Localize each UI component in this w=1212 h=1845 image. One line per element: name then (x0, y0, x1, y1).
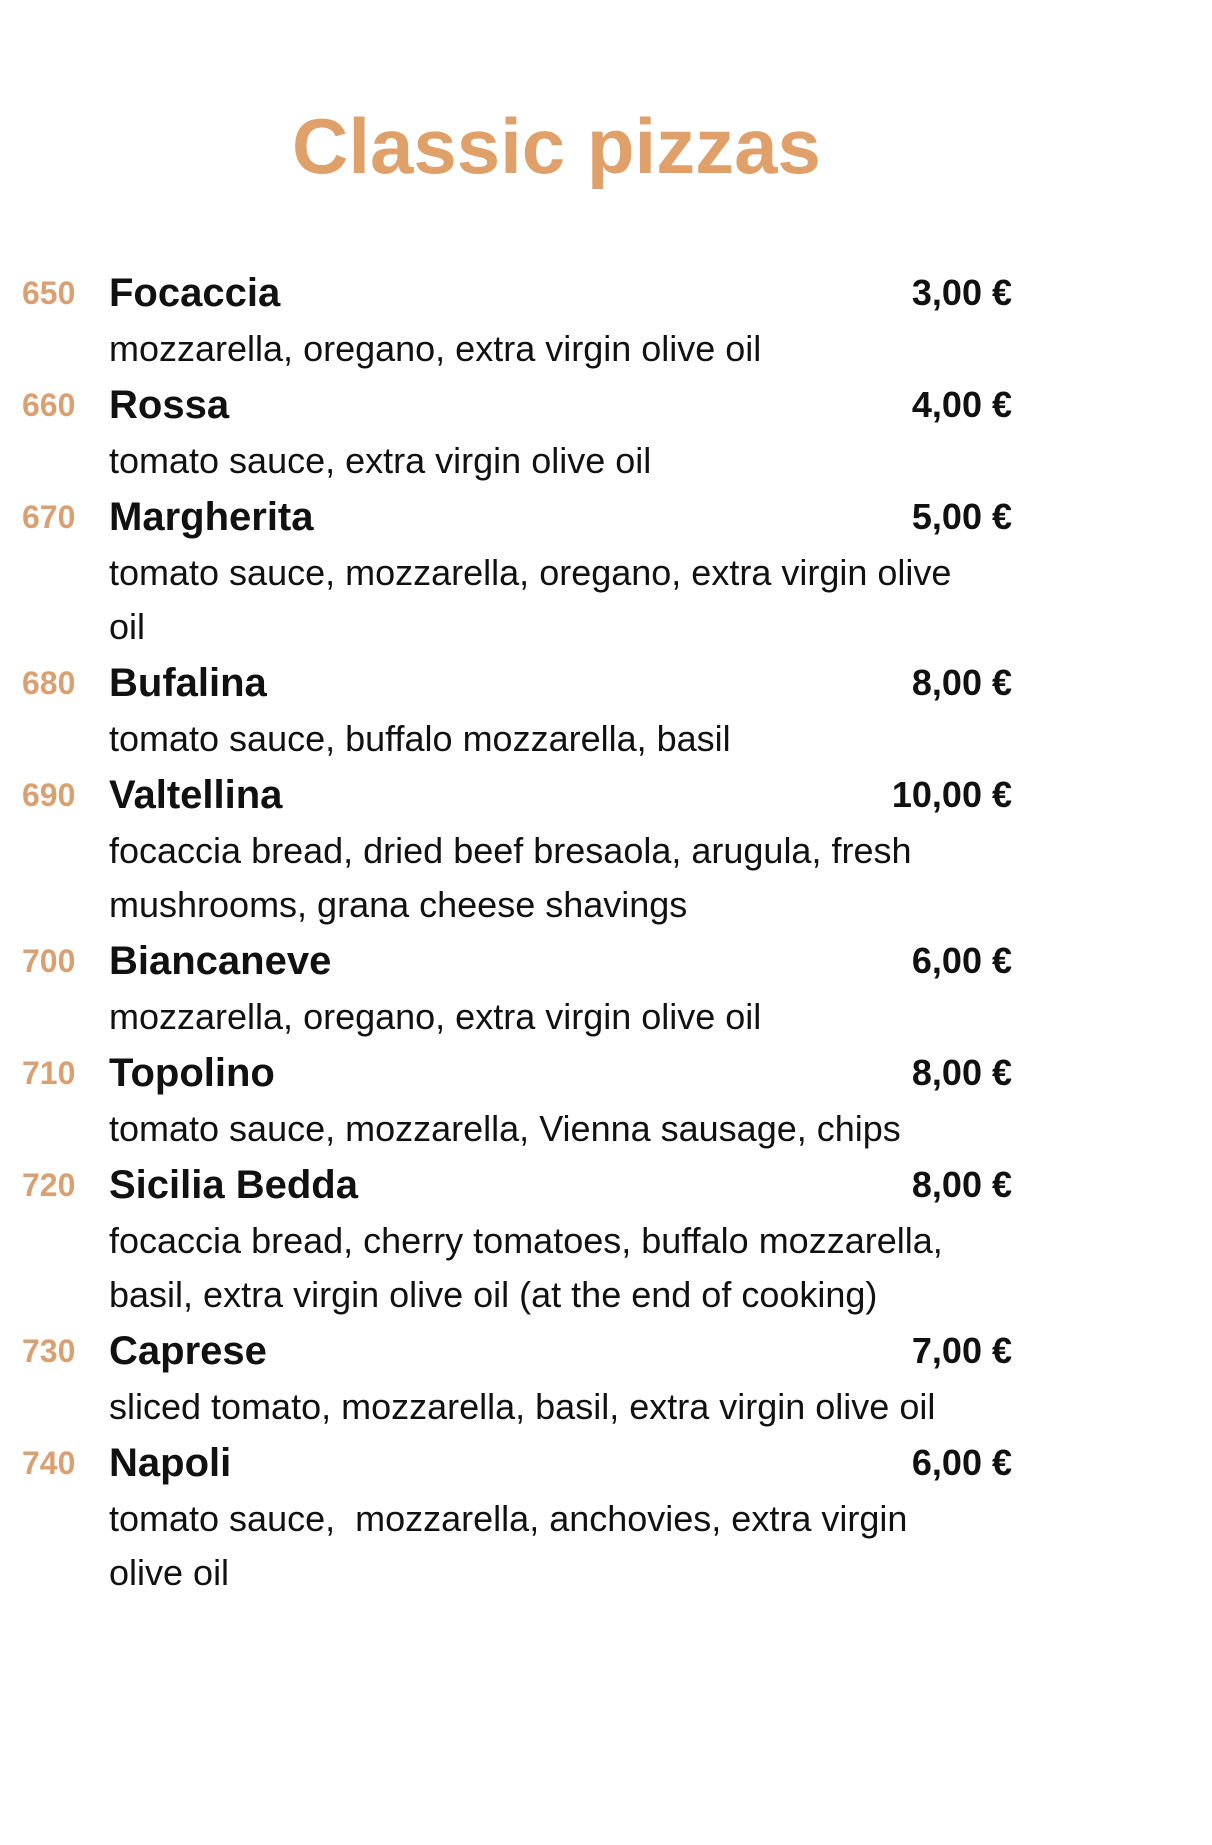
item-code: 660 (22, 387, 76, 423)
item-price: 8,00 € (911, 1052, 1012, 1093)
item-description: mozzarella, oregano, extra virgin olive oil (109, 996, 762, 1037)
page-title: Classic pizzas (292, 102, 821, 190)
item-name: Valtellina (109, 773, 283, 817)
item-code: 710 (22, 1055, 76, 1091)
item-code: 690 (22, 777, 76, 813)
menu-item-rossa (0, 376, 1012, 488)
item-description: focaccia bread, dried beef bresaola, arugula, fresh mushrooms, grana cheese shavings (109, 830, 922, 925)
menu-item-bufalina (0, 654, 1012, 766)
item-name: Bufalina (109, 661, 267, 705)
item-price: 5,00 € (911, 496, 1012, 537)
item-code: 700 (22, 943, 76, 979)
item-name: Rossa (109, 383, 230, 427)
item-price: 6,00 € (911, 1442, 1012, 1483)
item-price: 8,00 € (911, 1164, 1012, 1205)
item-name: Biancaneve (109, 939, 332, 983)
item-code: 680 (22, 665, 76, 701)
menu-item-margherita (0, 488, 1012, 654)
item-price: 10,00 € (891, 774, 1012, 815)
menu-item-napoli (0, 1434, 1012, 1600)
item-name: Sicilia Bedda (109, 1163, 358, 1207)
item-name: Margherita (109, 495, 314, 539)
item-description: mozzarella, oregano, extra virgin olive oil (109, 328, 762, 369)
item-description: focaccia bread, cherry tomatoes, buffalo mozzarella, basil, extra virgin olive oil (at the end of cooking) (109, 1220, 953, 1315)
item-description: tomato sauce, mozzarella, oregano, extra virgin olive oil (109, 552, 962, 647)
item-price: 8,00 € (911, 662, 1012, 703)
menu-item-sicilia-bedda (0, 1156, 1012, 1322)
item-price: 6,00 € (911, 940, 1012, 981)
item-price: 4,00 € (911, 384, 1012, 425)
item-price: 3,00 € (911, 272, 1012, 313)
item-code: 720 (22, 1167, 76, 1203)
menu-list (0, 264, 1212, 1600)
item-name: Napoli (109, 1441, 232, 1485)
item-code: 740 (22, 1445, 76, 1481)
menu-item-biancaneve (0, 932, 1012, 1044)
menu-item-valtellina (0, 766, 1012, 932)
item-code: 650 (22, 275, 76, 311)
item-name: Caprese (109, 1329, 267, 1373)
item-description: tomato sauce, mozzarella, Vienna sausage, chips (109, 1108, 901, 1149)
item-code: 670 (22, 499, 76, 535)
item-description: tomato sauce, buffalo mozzarella, basil (109, 718, 731, 759)
item-name: Topolino (109, 1051, 275, 1095)
menu-item-topolino (0, 1044, 1012, 1156)
menu-item-focaccia (0, 264, 1012, 376)
item-name: Focaccia (109, 271, 281, 315)
item-code: 730 (22, 1333, 76, 1369)
item-price: 7,00 € (911, 1330, 1012, 1371)
menu-item-caprese (0, 1322, 1012, 1434)
item-description: tomato sauce, extra virgin olive oil (109, 440, 652, 481)
item-description: tomato sauce, mozzarella, anchovies, extra virgin olive oil (109, 1498, 918, 1593)
item-description: sliced tomato, mozzarella, basil, extra virgin olive oil (109, 1386, 936, 1427)
